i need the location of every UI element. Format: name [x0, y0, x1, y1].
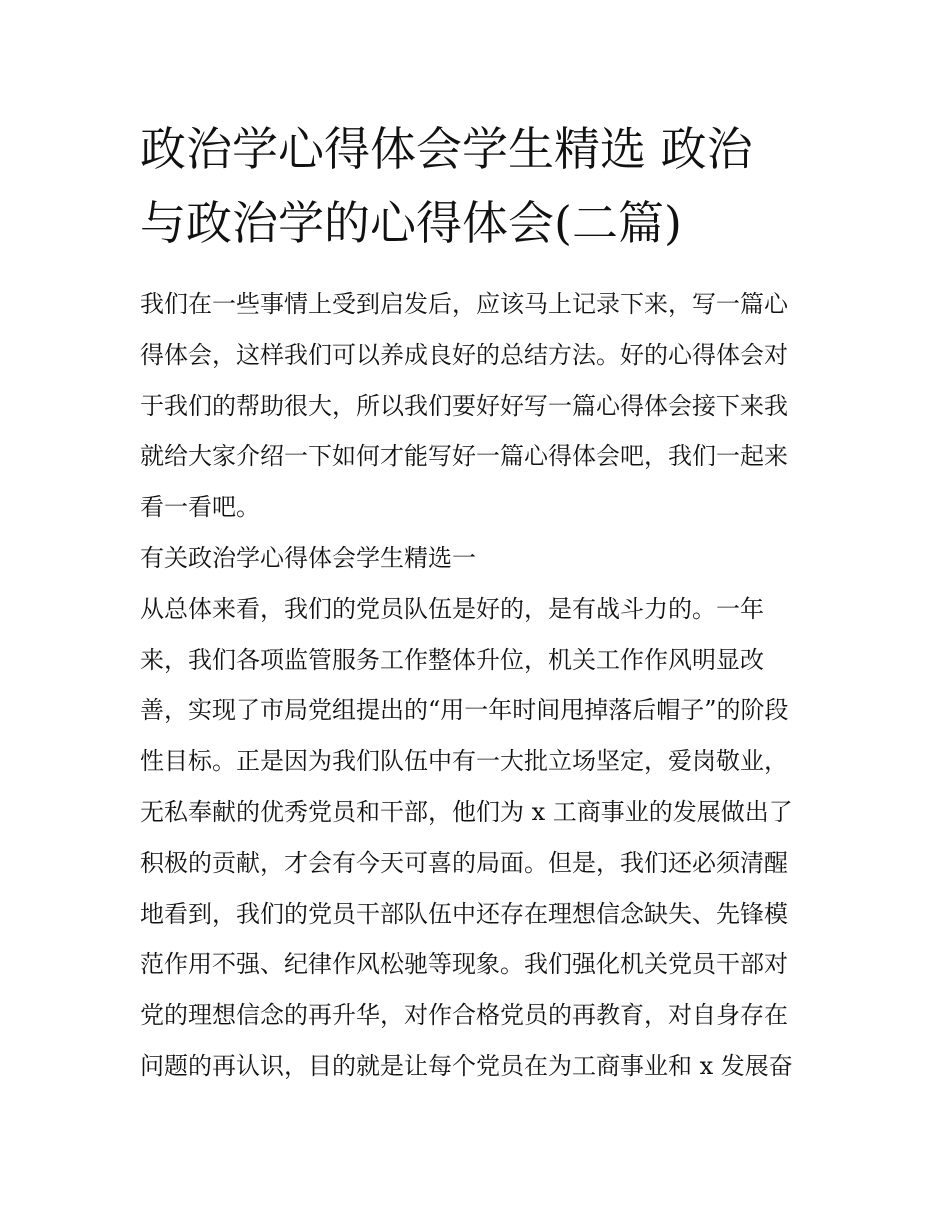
title-line-2: 与政治学的心得体会(二篇)	[140, 196, 682, 250]
body-line: 范作用不强、纪律作风松驰等现象。我们强化机关党员干部对	[140, 950, 788, 979]
body-line: 得体会，这样我们可以养成良好的总结方法。好的心得体会对	[140, 340, 788, 369]
body-line: 我们在一些事情上受到启发后，应该马上记录下来，写一篇心	[140, 290, 788, 318]
body-line: 就给大家介绍一下如何才能写好一篇心得体会吧，我们一起来	[140, 442, 788, 471]
body-line: 从总体来看，我们的党员队伍是好的，是有战斗力的。一年	[140, 594, 764, 623]
document-body	[140, 279, 820, 1092]
body-line: 党的理想信念的再升华，对作合格党员的再教育，对自身存在	[140, 1001, 788, 1030]
body-line: 地看到，我们的党员干部队伍中还存在理想信念缺失、先锋模	[140, 899, 788, 928]
document-title	[140, 112, 820, 260]
section-heading: 有关政治学心得体会学生精选一	[140, 543, 476, 572]
body-line: 于我们的帮助很大，所以我们要好好写一篇心得体会接下来我	[140, 391, 788, 420]
body-line: 性目标。正是因为我们队伍中有一大批立场坚定，爱岗敬业，	[140, 747, 788, 776]
body-line: 善，实现了市局党组提出的“用一年时间甩掉落后帽子”的阶段	[140, 696, 789, 725]
body-line: 问题的再认识，目的就是让每个党员在为工商事业和 x 发展奋	[140, 1051, 793, 1080]
body-line: 无私奉献的优秀党员和干部，他们为 x 工商事业的发展做出了	[140, 797, 793, 826]
title-line-1: 政治学心得体会学生精选 政治	[140, 122, 753, 176]
body-line: 积极的贡献，才会有今天可喜的局面。但是，我们还必须清醒	[140, 848, 788, 877]
body-line: 看一看吧。	[140, 493, 260, 522]
body-line: 来，我们各项监管服务工作整体升位，机关工作作风明显改	[140, 645, 764, 674]
